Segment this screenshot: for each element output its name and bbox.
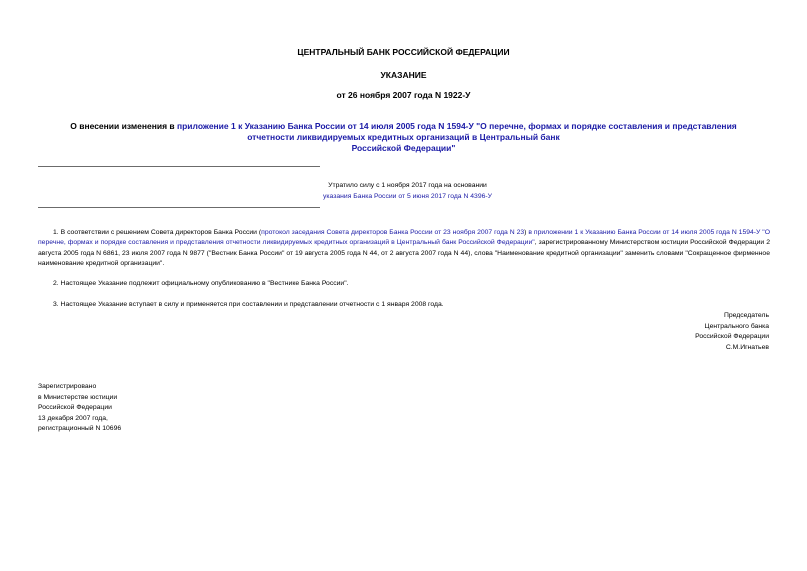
- registration-date: 13 декабря 2007 года,: [38, 414, 108, 422]
- title-link[interactable]: приложение 1 к Указанию Банка России от 14 июля 2005 года N 1594-У "О перечне, формах и порядке составления и представления: [176, 121, 737, 131]
- signature-line-2: Центрального банка: [704, 322, 769, 330]
- signature-block: [569, 311, 769, 353]
- p1-text-b: ): [524, 229, 529, 236]
- paragraph-1: [38, 228, 770, 269]
- signature-line-3: Российской Федерации: [695, 333, 769, 340]
- registration-line-1: Зарегистрировано: [38, 383, 97, 390]
- p1-text-c: , зарегистрированному Министерством юстиции Российской Федерации 2 августа 2005 года N 6861, 23 июля 2007 года N 9877 ("Вестник Банка России" от 19 августа 2005 года N 44, от 2 августа 2007 года N 44), слова "Наименование кредитной организации" заменить словами "Сокращенное фирменное наименование кредитной организации".: [38, 239, 771, 267]
- paragraph-3: 3. Настоящее Указание вступает в силу и применяется при составлении и представлении отчетности с 1 января 2008 года.: [53, 301, 444, 308]
- p1-text-a: 1. В соответствии с решением Совета директоров Банка России (: [53, 229, 262, 236]
- registration-number: регистрационный N 10696: [38, 425, 122, 432]
- title-prefix: О внесении изменения в: [70, 121, 177, 131]
- bank-name: ЦЕНТРАЛЬНЫЙ БАНК РОССИЙСКОЙ ФЕДЕРАЦИИ: [297, 47, 510, 57]
- signature-name: С.М.Игнатьев: [725, 343, 769, 351]
- document-title: [40, 121, 767, 154]
- registration-line-2: в Министерстве юстиции: [38, 393, 118, 401]
- lost-force-link[interactable]: указания Банка России от 5 июня 2017 года N 4396-У: [323, 193, 492, 200]
- lost-force-text: Утратило силу с 1 ноября 2017 года на основании: [328, 182, 487, 189]
- registration-line-3: Российской Федерации: [38, 404, 112, 411]
- document-type: УКАЗАНИЕ: [380, 70, 427, 80]
- lost-force-note: [250, 180, 565, 202]
- paragraph-2: 2. Настоящее Указание подлежит официальному опубликованию в "Вестнике Банка России".: [53, 280, 349, 287]
- registration-block: [38, 382, 238, 435]
- divider-bottom: [38, 207, 320, 208]
- title-link-line-3[interactable]: Российской Федерации": [351, 143, 456, 153]
- document-date-number: от 26 ноября 2007 года N 1922-У: [336, 90, 471, 100]
- title-link-line-2[interactable]: отчетности ликвидируемых кредитных организаций в Центральный банк: [247, 132, 560, 142]
- signature-line-1: Председатель: [724, 312, 769, 319]
- title-line-1: [40, 121, 767, 132]
- p1-appendix-link[interactable]: в приложении 1 к Указанию Банка России от 14 июля 2005 года N 1594-У "О перечне, формах и порядке составления и представления отчетности ликвидируемых кредитных организаций в Центральный банк Российской Федерации": [38, 229, 770, 247]
- divider-top: [38, 166, 320, 167]
- p1-protocol-link[interactable]: протокол заседания Совета директоров Банка России от 23 ноября 2007 года N 23: [261, 229, 525, 236]
